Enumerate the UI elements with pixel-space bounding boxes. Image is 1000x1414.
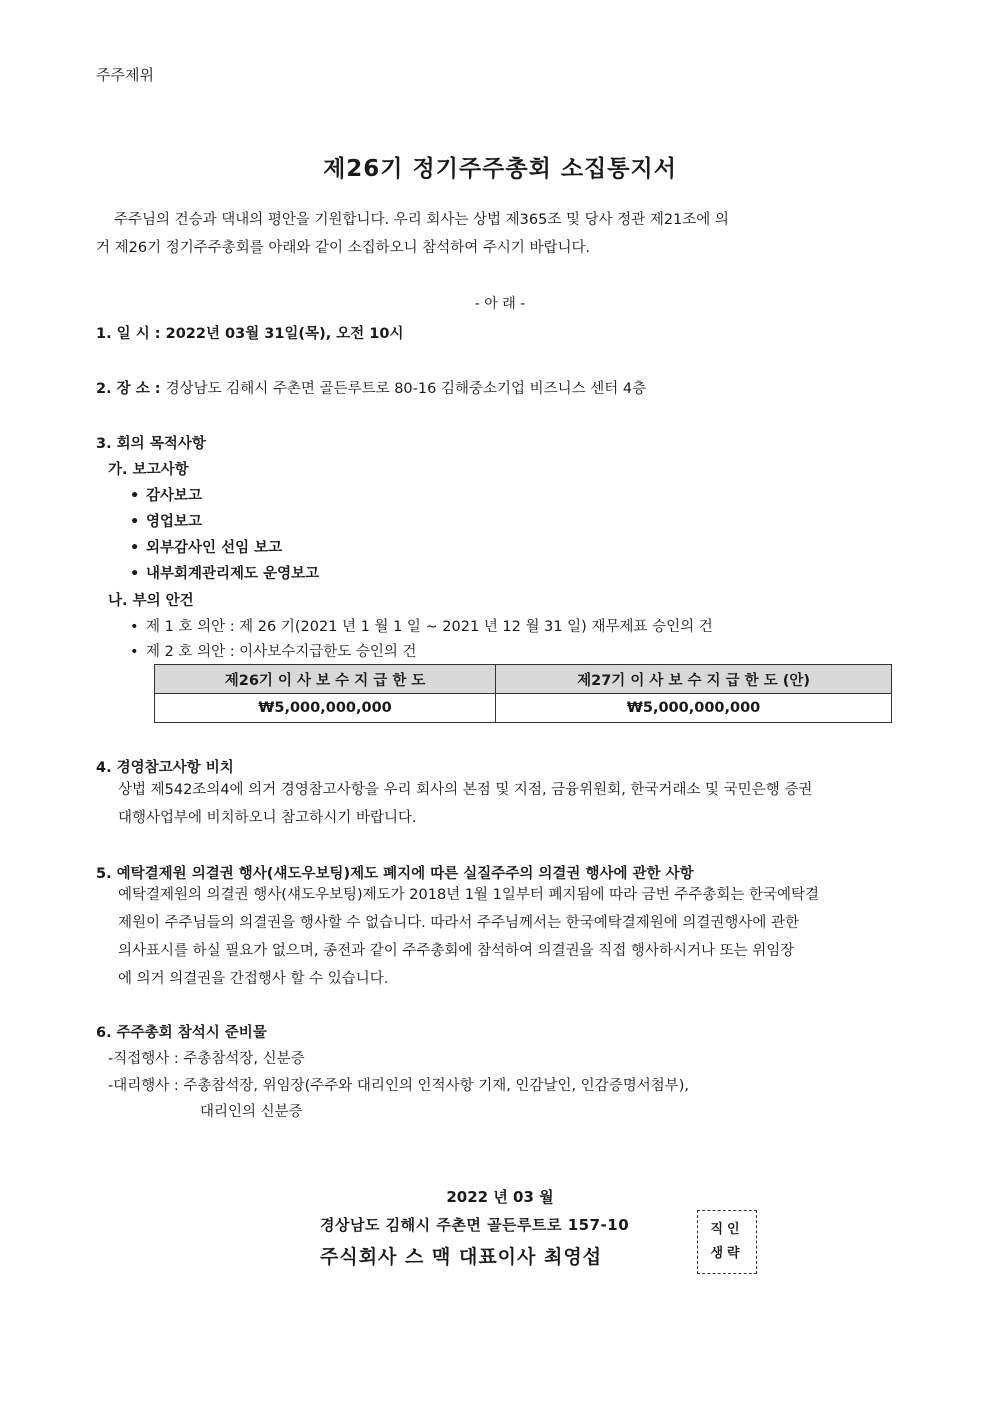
section-4-line: 대행사업부에 비치하오니 참고하시기 바랍니다. xyxy=(118,810,417,826)
document-title: 제26기 정기주주총회 소집통지서 xyxy=(323,156,677,182)
issue-date: 2022 년 03 월 xyxy=(446,1188,554,1206)
section-2-location xyxy=(96,377,646,398)
intro-paragraph xyxy=(96,206,896,262)
intro-line-1: 주주님의 건승과 댁내의 평안을 기원합니다. 우리 회사는 상법 제365조 및 당사 정관 제21조에 의 xyxy=(114,212,729,228)
section-5-line: 에 의거 의결권을 간접행사 할 수 있습니다. xyxy=(118,971,389,987)
section-5-line: 의사표시를 하실 필요가 없으며, 종전과 같이 주주총회에 참석하여 의결권을 직접 행사하시거나 또는 위임장 xyxy=(118,943,795,959)
proxy-attendance-items: -대리행사 : 주총참석장, 위임장(주주와 대리인의 인적사항 기재, 인감날인, 인감증명서첨부), xyxy=(108,1078,689,1094)
table-header-cell: 제27기 이 사 보 수 지 급 한 도 (안) xyxy=(496,665,892,694)
company-signature: 주식회사 스 맥 대표이사 최영섭 xyxy=(320,1246,603,1268)
agenda-heading: 나. 부의 안건 xyxy=(108,593,194,609)
table-cell: ₩5,000,000,000 xyxy=(496,694,892,723)
section-1-datetime: 1. 일 시 : 2022년 03월 31일(목), 오전 10시 xyxy=(96,326,404,342)
section-2-value: 경상남도 김해시 주촌면 골든루트로 80-16 김해중소기업 비즈니스 센터 4층 xyxy=(165,381,647,397)
agenda-item: • 제 1 호 의안 : 제 26 기(2021 년 1 월 1 일 ~ 2021 년 12 월 31 일) 재무제표 승인의 건 xyxy=(130,619,713,635)
director-compensation-table xyxy=(154,664,892,723)
bullet-icon: • xyxy=(130,644,139,660)
section-5-line: 제원이 주주님들의 의결권을 행사할 수 없습니다. 따라서 주주님께서는 한국예탁결제원에 의결권행사에 관한 xyxy=(118,915,800,931)
report-items-heading: 가. 보고사항 xyxy=(108,462,189,478)
table-header-row xyxy=(155,665,892,694)
direct-attendance-items: -직접행사 : 주총참석장, 신분증 xyxy=(108,1051,305,1067)
table-row xyxy=(155,694,892,723)
seal-omitted-box xyxy=(697,1210,757,1274)
report-item: • 내부회계관리제도 운영보고 xyxy=(130,566,320,582)
notice-separator: - 아 래 - xyxy=(474,296,526,312)
bullet-icon: • xyxy=(130,540,140,556)
section-5-body xyxy=(118,881,894,993)
report-item: • 외부감사인 선임 보고 xyxy=(130,540,283,556)
table-header-cell: 제26기 이 사 보 수 지 급 한 도 xyxy=(155,665,496,694)
report-item: • 영업보고 xyxy=(130,514,203,530)
proxy-attendance-items-cont: 대리인의 신분증 xyxy=(200,1104,303,1120)
company-address: 경상남도 김해시 주촌면 골든루트로 157-10 xyxy=(320,1216,630,1234)
bullet-icon: • xyxy=(130,514,140,530)
section-4-line: 상법 제542조의4에 의거 경영참고사항을 우리 회사의 본점 및 지점, 금융위원회, 한국거래소 및 국민은행 증권 xyxy=(118,782,813,798)
stamp-text: 생략 xyxy=(710,1246,744,1261)
section-4-body xyxy=(118,776,894,832)
bullet-icon: • xyxy=(130,566,140,582)
header-label: 주주제위 xyxy=(96,66,154,84)
section-4-heading: 4. 경영참고사항 비치 xyxy=(96,760,234,776)
agenda-item: • 제 2 호 의안 : 이사보수지급한도 승인의 건 xyxy=(130,644,417,660)
section-5-line: 예탁결제원의 의결권 행사(섀도우보팅)제도가 2018년 1월 1일부터 폐지됨에 따라 금번 주주총회는 한국예탁결 xyxy=(118,887,820,903)
section-2-label: 2. 장 소 : xyxy=(96,381,161,397)
section-6-heading: 6. 주주총회 참석시 준비물 xyxy=(96,1025,267,1041)
section-3-heading: 3. 회의 목적사항 xyxy=(96,436,206,452)
report-item: • 감사보고 xyxy=(130,488,203,504)
intro-line-2: 거 제26기 정기주주총회를 아래와 같이 소집하오니 참석하여 주시기 바랍니다. xyxy=(96,240,591,256)
bullet-icon: • xyxy=(130,488,140,504)
stamp-text: 직인 xyxy=(710,1222,744,1237)
table-cell: ₩5,000,000,000 xyxy=(155,694,496,723)
section-5-heading: 5. 예탁결제원 의결권 행사(섀도우보팅)제도 폐지에 따른 실질주주의 의결권 행사에 관한 사항 xyxy=(96,866,694,882)
bullet-icon: • xyxy=(130,619,139,635)
